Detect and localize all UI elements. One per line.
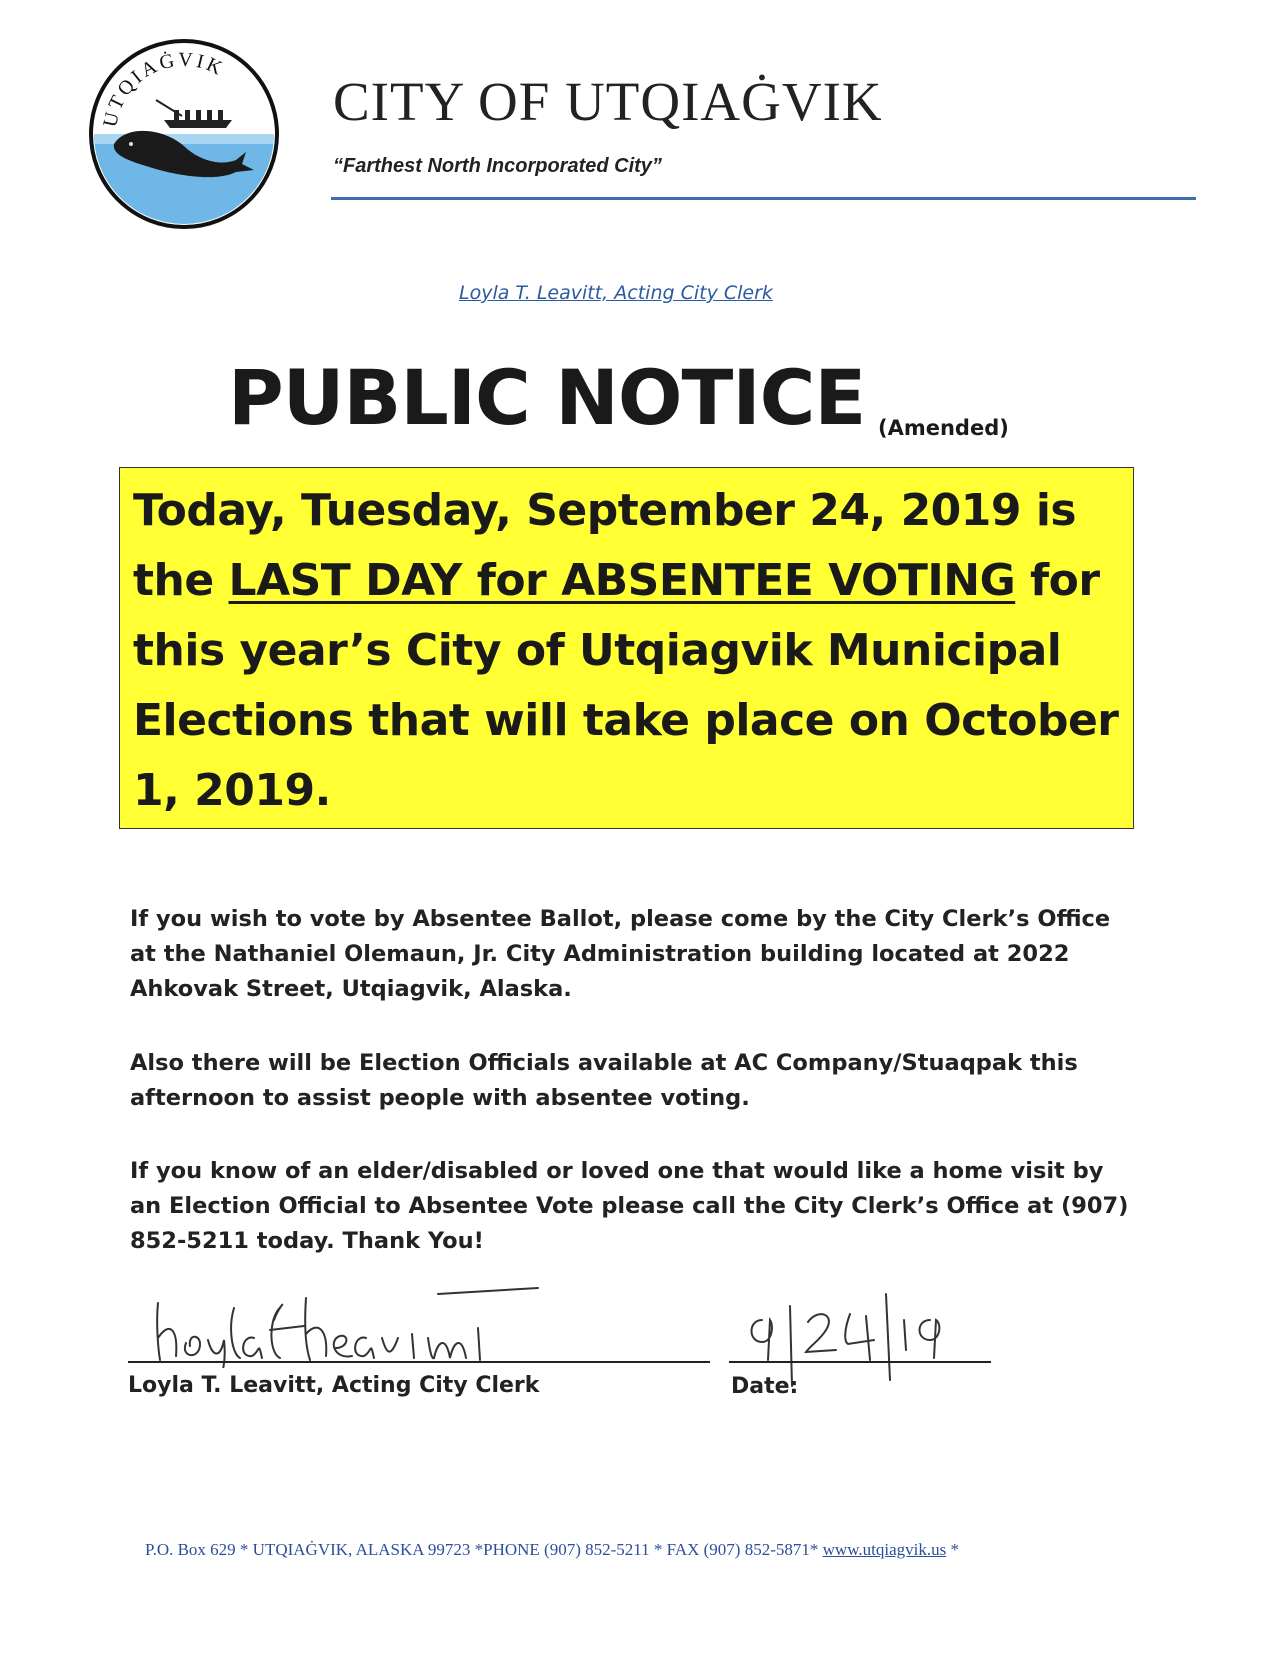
announcement-box [119,467,1134,829]
city-motto: “Farthest North Incorporated City” [333,155,662,177]
paragraph-home-visit: If you know of an elder/disabled or loved one that would like a home visit by an Election Official to Absentee Vote please call the City Clerk’s Office at (907) 852-5211 today. Thank You! [130,1158,1129,1254]
footer-website-link[interactable]: www.utqiagvik.us [822,1540,947,1559]
public-notice-title: PUBLIC NOTICE [228,353,866,442]
date-label: Date: [731,1374,799,1399]
header-divider [331,197,1196,200]
announcement-text [133,476,1123,826]
announcement-lead: Today, Tuesday, September 24, 2019 is the [133,485,1077,606]
amended-tag: (Amended) [878,416,1009,440]
announcement-emphasis: LAST DAY for ABSENTEE VOTING [228,555,1016,606]
city-name-heading: CITY OF UTQIAĠVIK [333,71,883,132]
footer-address: P.O. Box 629 * UTQIAĠVIK, ALASKA 99723 *PHONE (907) 852-5211 * FAX (907) 852-5871* [145,1540,823,1559]
signature-caption: Loyla T. Leavitt, Acting City Clerk [128,1373,540,1398]
signature-line [128,1361,710,1363]
paragraph-absentee-ballot: If you wish to vote by Absentee Ballot, please come by the City Clerk’s Office at the Nathaniel Olemaun, Jr. City Administration building located at 2022 Ahkovak Street, Utqiagvik, Alaska. [130,906,1111,1002]
city-seal-logo [86,36,282,232]
paragraph-election-officials: Also there will be Election Officials available at AC Company/Stuaqpak this afternoon to assist people with absentee voting. [130,1050,1078,1111]
date-line [729,1361,991,1363]
footer-contact [145,1540,959,1560]
footer-trailing: * [946,1540,959,1559]
announcement-tail: for this year’s City of Utqiagvik Municipal Elections that will take place on October 1, 2019. [133,555,1119,816]
svg-text:UTQIAĠVIK: UTQIAĠVIK [99,48,229,130]
handwritten-signature [128,1268,608,1368]
acting-clerk-link[interactable]: Loyla T. Leavitt, Acting City Clerk [459,282,773,304]
